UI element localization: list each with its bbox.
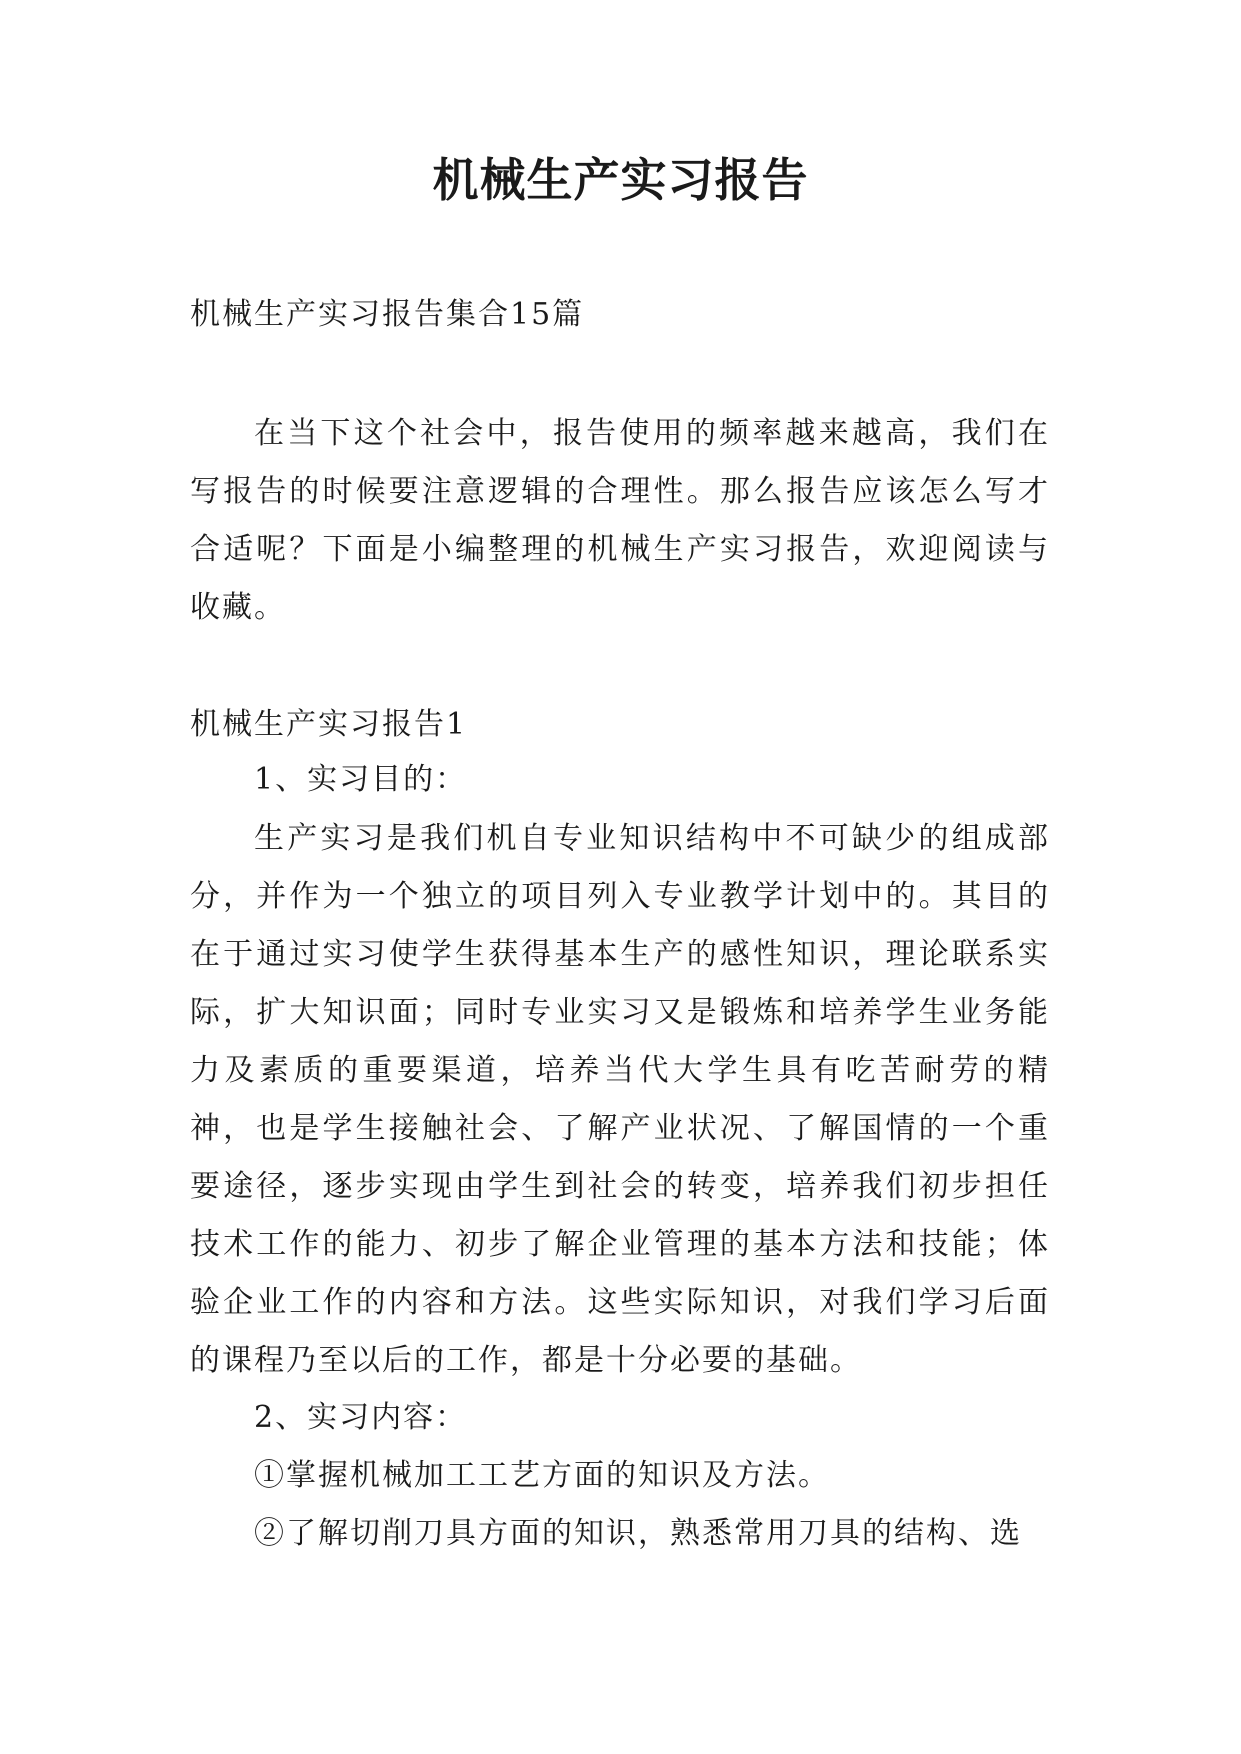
page-title: 机械生产实习报告 xyxy=(432,153,809,207)
content-heading: 2、实习内容： xyxy=(254,1400,468,1435)
content-item: ②了解切削刀具方面的知识，熟悉常用刀具的结构、选 xyxy=(254,1516,1022,1551)
aims-heading: 1、实习目的： xyxy=(254,762,468,797)
section-title: 机械生产实习报告1 xyxy=(190,707,468,742)
document-subtitle: 机械生产实习报告集合15篇 xyxy=(190,297,585,332)
content-item: ①掌握机械加工工艺方面的知识及方法。 xyxy=(254,1458,830,1493)
intro-paragraph: 在当下这个社会中，报告使用的频率越来越高，我们在写报告的时候要注意逻辑的合理性。那么报告应该怎么写才合适呢？下面是小编整理的机械生产实习报告，欢迎阅读与收藏。 xyxy=(190,416,1050,625)
aims-paragraph: 生产实习是我们机自专业知识结构中不可缺少的组成部分，并作为一个独立的项目列入专业教学计划中的。其目的在于通过实习使学生获得基本生产的感性知识，理论联系实际，扩大知识面；同时专业实习又是锻炼和培养学生业务能力及素质的重要渠道，培养当代大学生具有吃苦耐劳的精神，也是学生接触社会、了解产业状况、了解国情的一个重要途径，逐步实现由学生到社会的转变，培养我们初步担任技术工作的能力、初步了解企业管理的基本方法和技能；体验企业工作的内容和方法。这些实际知识，对我们学习后面的课程乃至以后的工作，都是十分必要的基础。 xyxy=(190,821,1050,1378)
